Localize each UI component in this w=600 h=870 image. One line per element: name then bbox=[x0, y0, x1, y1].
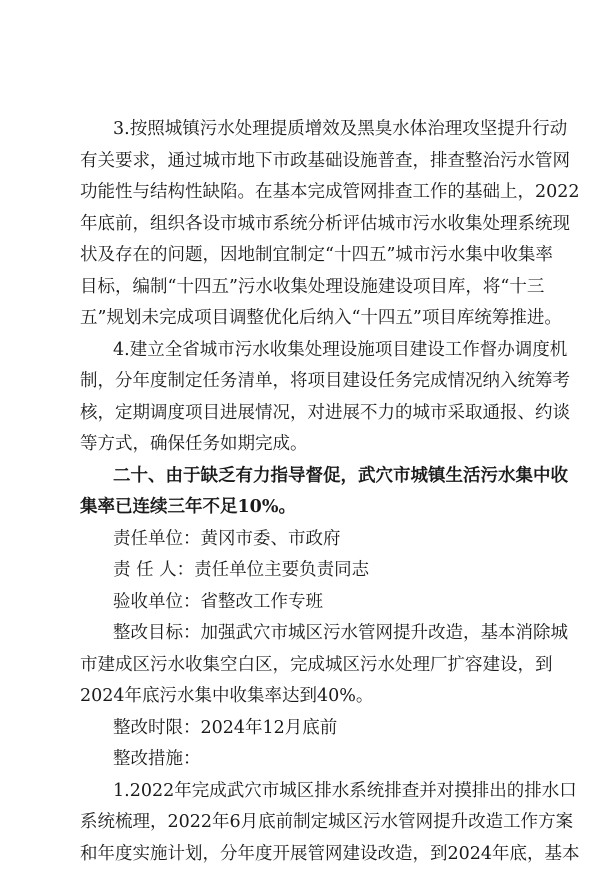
text-line: 整改目标：加强武穴市城区污水管网提升改造，基本消除城 bbox=[80, 618, 524, 650]
text-line: 1.2022年完成武穴市城区排水系统排查并对摸排出的排水口 bbox=[80, 776, 524, 808]
text-line: 集率已连续三年不足10%。 bbox=[80, 492, 524, 524]
text-line: 验收单位：省整改工作专班 bbox=[80, 587, 524, 619]
paragraph-measure-4 bbox=[80, 335, 524, 461]
text-line: 责任单位：黄冈市委、市政府 bbox=[80, 524, 524, 556]
paragraph-rectification-target bbox=[80, 618, 524, 713]
paragraph-rectification-deadline bbox=[80, 713, 524, 745]
text-line: 整改时限：2024年12月底前 bbox=[80, 713, 524, 745]
text-line: 系统梳理，2022年6月底前制定城区污水管网提升改造工作方案 bbox=[80, 807, 524, 839]
paragraph-measure-3 bbox=[80, 114, 524, 335]
paragraph-responsible-person bbox=[80, 555, 524, 587]
text-line: 和年度实施计划，分年度开展管网建设改造，到2024年底，基本 bbox=[80, 839, 524, 870]
paragraph-issue-20-heading bbox=[80, 461, 524, 524]
text-line: 市建成区污水收集空白区，完成城区污水处理厂扩容建设，到 bbox=[80, 650, 524, 682]
text-line: 五”规划未完成项目调整优化后纳入“十四五”项目库统筹推进。 bbox=[80, 303, 524, 335]
text-line: 核，定期调度项目进展情况，对进展不力的城市采取通报、约谈 bbox=[80, 398, 524, 430]
text-line: 年底前，组织各设市城市系统分析评估城市污水收集处理系统现 bbox=[80, 209, 524, 241]
text-line: 4.建立全省城市污水收集处理设施项目建设工作督办调度机 bbox=[80, 335, 524, 367]
text-line: 制，分年度制定任务清单，将项目建设任务完成情况纳入统筹考 bbox=[80, 366, 524, 398]
paragraph-responsible-unit bbox=[80, 524, 524, 556]
document-page bbox=[80, 114, 524, 870]
text-line: 状及存在的问题，因地制宜制定“十四五”城市污水集中收集率 bbox=[80, 240, 524, 272]
paragraph-rectification-measures bbox=[80, 744, 524, 776]
text-line: 责 任 人：责任单位主要负责同志 bbox=[80, 555, 524, 587]
text-line: 有关要求，通过城市地下市政基础设施普查，排查整治污水管网 bbox=[80, 146, 524, 178]
text-line: 3.按照城镇污水处理提质增效及黑臭水体治理攻坚提升行动 bbox=[80, 114, 524, 146]
text-line: 整改措施： bbox=[80, 744, 524, 776]
paragraph-measure-1 bbox=[80, 776, 524, 870]
text-line: 2024年底污水集中收集率达到40%。 bbox=[80, 681, 524, 713]
text-line: 等方式，确保任务如期完成。 bbox=[80, 429, 524, 461]
text-line: 功能性与结构性缺陷。在基本完成管网排查工作的基础上，2022 bbox=[80, 177, 524, 209]
paragraph-acceptance-unit bbox=[80, 587, 524, 619]
text-line: 二十、由于缺乏有力指导督促，武穴市城镇生活污水集中收 bbox=[80, 461, 524, 493]
text-line: 目标，编制“十四五”污水收集处理设施建设项目库，将“十三 bbox=[80, 272, 524, 304]
